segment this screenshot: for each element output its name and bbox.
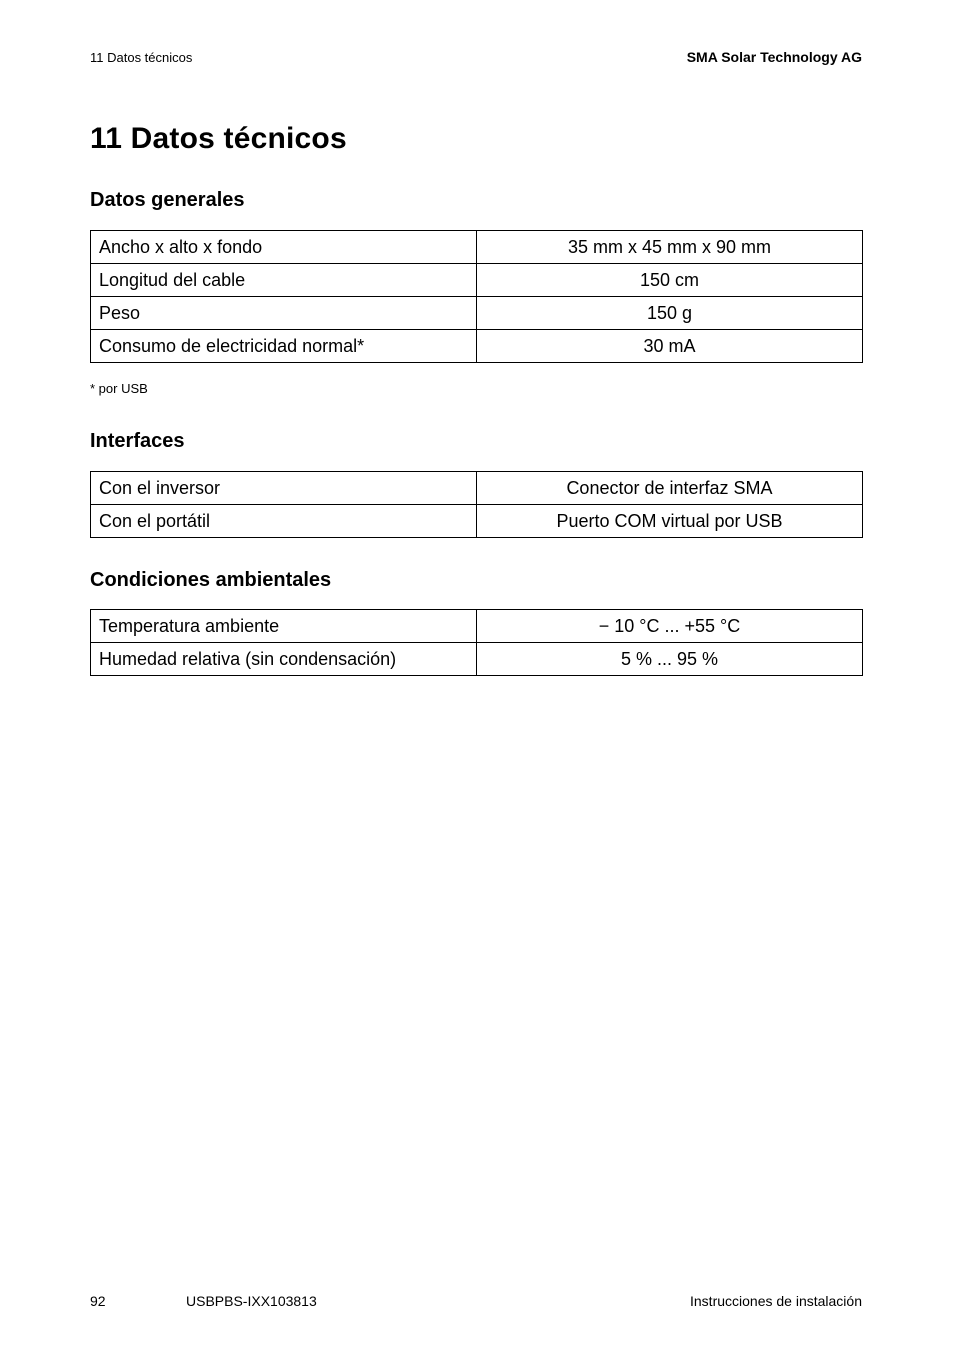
row-label: Temperatura ambiente: [91, 610, 477, 643]
row-value: Conector de interfaz SMA: [477, 472, 863, 505]
row-label: Con el portátil: [91, 505, 477, 538]
footer-page-number: 92: [90, 1293, 106, 1309]
row-value: 150 g: [477, 297, 863, 330]
row-value: 30 mA: [477, 330, 863, 363]
table-row: [91, 297, 863, 330]
table-row: [91, 330, 863, 363]
condiciones-ambientales-table: [90, 609, 863, 676]
footer-document-code: USBPBS-IXX103813: [186, 1293, 317, 1309]
table-row: [91, 264, 863, 297]
section-heading-datos-generales: Datos generales: [90, 189, 245, 211]
row-value: Puerto COM virtual por USB: [477, 505, 863, 538]
table-row: [91, 472, 863, 505]
row-label: Peso: [91, 297, 477, 330]
row-label: Longitud del cable: [91, 264, 477, 297]
row-value: 5 % ... 95 %: [477, 643, 863, 676]
table-row: [91, 610, 863, 643]
running-header-chapter: 11 Datos técnicos: [90, 50, 193, 65]
row-label: Consumo de electricidad normal*: [91, 330, 477, 363]
page-title: 11 Datos técnicos: [90, 122, 347, 155]
row-label: Humedad relativa (sin condensación): [91, 643, 477, 676]
footer-document-type: Instrucciones de instalación: [690, 1293, 862, 1309]
row-value: 150 cm: [477, 264, 863, 297]
section-heading-interfaces: Interfaces: [90, 430, 185, 452]
section-heading-condiciones-ambientales: Condiciones ambientales: [90, 569, 332, 591]
table-row: [91, 505, 863, 538]
row-value: 35 mm x 45 mm x 90 mm: [477, 231, 863, 264]
datos-generales-table: [90, 230, 863, 363]
interfaces-table: [90, 471, 863, 538]
table-row: [91, 643, 863, 676]
table-footnote: * por USB: [90, 381, 148, 396]
row-label: Con el inversor: [91, 472, 477, 505]
running-header-company: SMA Solar Technology AG: [686, 49, 862, 65]
row-label: Ancho x alto x fondo: [91, 231, 477, 264]
row-value: − 10 °C ... +55 °C: [477, 610, 863, 643]
table-row: [91, 231, 863, 264]
